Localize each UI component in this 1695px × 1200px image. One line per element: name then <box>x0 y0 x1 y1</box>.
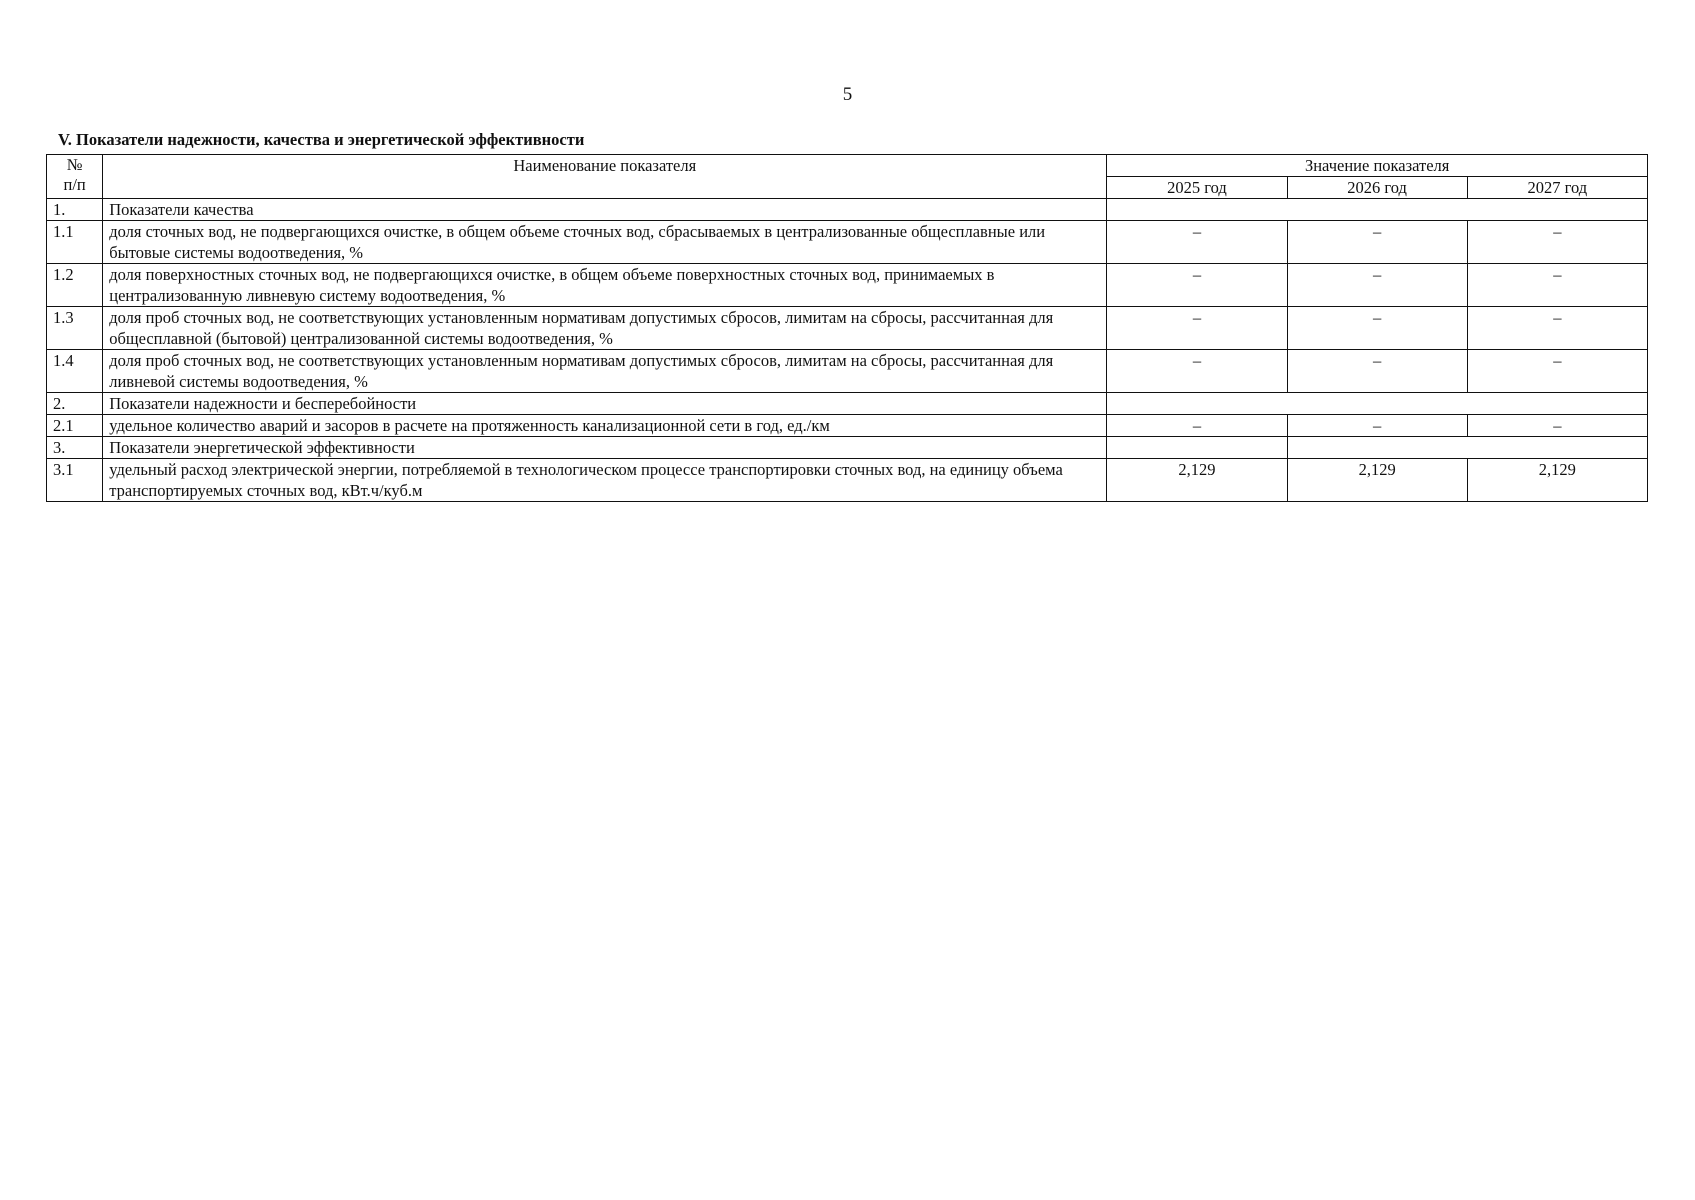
page-number: 5 <box>842 84 853 105</box>
row-value-2025: 2,129 <box>1107 459 1287 502</box>
row-num: 1.4 <box>47 350 103 393</box>
row-num: 2. <box>47 393 103 415</box>
row-value-2027: – <box>1467 350 1647 393</box>
table-row <box>47 307 1648 350</box>
table-row <box>47 437 1648 459</box>
header-num <box>47 155 103 199</box>
row-value-2026: 2,129 <box>1287 459 1467 502</box>
row-value-2027: – <box>1467 415 1647 437</box>
row-value-2026: – <box>1287 264 1467 307</box>
indicators-table <box>46 154 1648 502</box>
row-value-2026: – <box>1287 221 1467 264</box>
row-value-2025: – <box>1107 264 1287 307</box>
row-num: 1. <box>47 199 103 221</box>
row-value-2026: – <box>1287 415 1467 437</box>
row-name: удельное количество аварий и засоров в расчете на протяженность канализационной сети в год, ед./км <box>103 415 1107 437</box>
row-name: доля поверхностных сточных вод, не подвергающихся очистке, в общем объеме поверхностных сточных вод, принимаемых в централизованную ливневую систему водоотведения, % <box>103 264 1107 307</box>
row-value-2026: – <box>1287 350 1467 393</box>
row-num: 2.1 <box>47 415 103 437</box>
row-num: 1.1 <box>47 221 103 264</box>
header-value: Значение показателя <box>1107 155 1648 177</box>
table-row <box>47 350 1648 393</box>
section-title: V. Показатели надежности, качества и энергетической эффективности <box>58 130 585 149</box>
row-value-2027: – <box>1467 264 1647 307</box>
header-num-line1: № <box>66 155 83 174</box>
row-value-2027: 2,129 <box>1467 459 1647 502</box>
row-value-2025: – <box>1107 350 1287 393</box>
row-num: 3.1 <box>47 459 103 502</box>
header-year-2027: 2027 год <box>1467 177 1647 199</box>
row-num: 1.3 <box>47 307 103 350</box>
header-name: Наименование показателя <box>103 155 1107 199</box>
table-body <box>47 199 1648 502</box>
header-year-2026: 2026 год <box>1287 177 1467 199</box>
row-empty-value-2025 <box>1107 437 1287 459</box>
row-value-2025: – <box>1107 415 1287 437</box>
row-num: 1.2 <box>47 264 103 307</box>
row-name: доля сточных вод, не подвергающихся очистке, в общем объеме сточных вод, сбрасываемых в централизованные общесплавные или бытовые системы водоотведения, % <box>103 221 1107 264</box>
table-header <box>47 155 1648 199</box>
row-name: Показатели энергетической эффективности <box>103 437 1107 459</box>
table-row <box>47 264 1648 307</box>
table-row <box>47 415 1648 437</box>
row-name: удельный расход электрической энергии, потребляемой в технологическом процессе транспортировки сточных вод, на единицу объема транспортируемых сточных вод, кВт.ч/куб.м <box>103 459 1107 502</box>
row-name: доля проб сточных вод, не соответствующих установленным нормативам допустимых сбросов, лимитам на сбросы, рассчитанная для ливневой системы водоотведения, % <box>103 350 1107 393</box>
table-row <box>47 199 1648 221</box>
row-name: Показатели надежности и бесперебойности <box>103 393 1107 415</box>
row-value-2025: – <box>1107 221 1287 264</box>
row-value-2026: – <box>1287 307 1467 350</box>
table-row <box>47 393 1648 415</box>
row-num: 3. <box>47 437 103 459</box>
row-empty-values <box>1107 199 1648 221</box>
row-name: Показатели качества <box>103 199 1107 221</box>
row-empty-value-2026-2027 <box>1287 437 1647 459</box>
header-num-line2: п/п <box>63 175 86 194</box>
header-year-2025: 2025 год <box>1107 177 1287 199</box>
row-value-2027: – <box>1467 307 1647 350</box>
row-value-2025: – <box>1107 307 1287 350</box>
table-row <box>47 459 1648 502</box>
row-empty-values <box>1107 393 1648 415</box>
row-value-2027: – <box>1467 221 1647 264</box>
row-name: доля проб сточных вод, не соответствующих установленным нормативам допустимых сбросов, лимитам на сбросы, рассчитанная для общесплавной (бытовой) централизованной системы водоотведения, % <box>103 307 1107 350</box>
table-row <box>47 221 1648 264</box>
